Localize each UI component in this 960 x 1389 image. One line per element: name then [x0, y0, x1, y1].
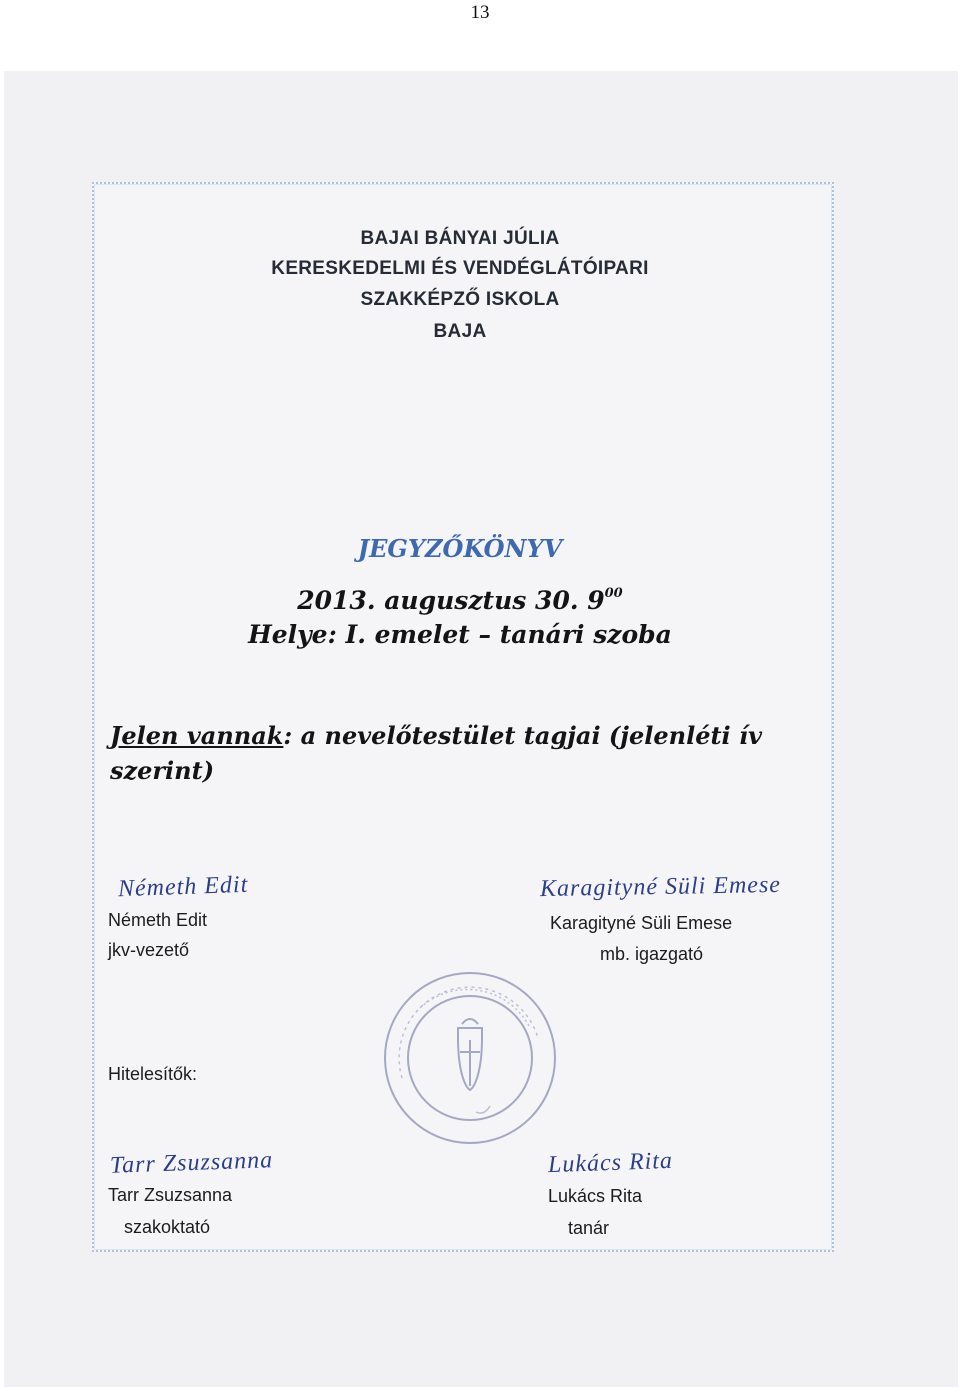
school-name-line-2: KERESKEDELMI ÉS VENDÉGLÁTÓIPARI [271, 258, 649, 279]
page-number: 13 [470, 2, 490, 23]
authenticator-right-role: tanár [568, 1218, 610, 1238]
authenticator-left-name: Tarr Zsuzsanna [108, 1185, 233, 1205]
attendance-statement [110, 718, 810, 788]
school-name-line-1: BAJAI BÁNYAI JÚLIA [360, 228, 560, 249]
director-name: Karagityné Süli Emese [550, 913, 733, 933]
authenticator-right-name: Lukács Rita [548, 1186, 643, 1206]
authenticator-right-signature: Lukács Rita [547, 1147, 674, 1179]
school-city: BAJA [433, 321, 487, 342]
meeting-location: Helye: I. emelet – tanári szoba [248, 620, 672, 649]
director-role: mb. igazgató [600, 944, 704, 964]
recorder-signature: Németh Edit [117, 871, 249, 903]
authenticator-left-role: szakoktató [124, 1217, 211, 1237]
attendance-label: Jelen vannak [110, 721, 284, 750]
school-stamp [380, 968, 560, 1148]
document-title: JEGYZŐKÖNYV [357, 534, 563, 563]
meeting-date-text: 2013. augusztus 30. 9 [297, 586, 605, 615]
authenticator-left-signature: Tarr Zsuzsanna [109, 1147, 274, 1179]
meeting-time-minutes: 00 [604, 586, 623, 601]
attendance-text: : a nevelőtestület tagjai (jelenléti ív szerint) [110, 721, 763, 785]
recorder-role: jkv-vezető [108, 940, 190, 960]
director-signature: Karagityné Süli Emese [539, 871, 782, 903]
meeting-date [160, 586, 760, 615]
recorder-name: Németh Edit [108, 910, 208, 930]
school-name-line-3: SZAKKÉPZŐ ISKOLA [360, 289, 560, 310]
authenticators-label: Hitelesítők: [108, 1064, 198, 1084]
